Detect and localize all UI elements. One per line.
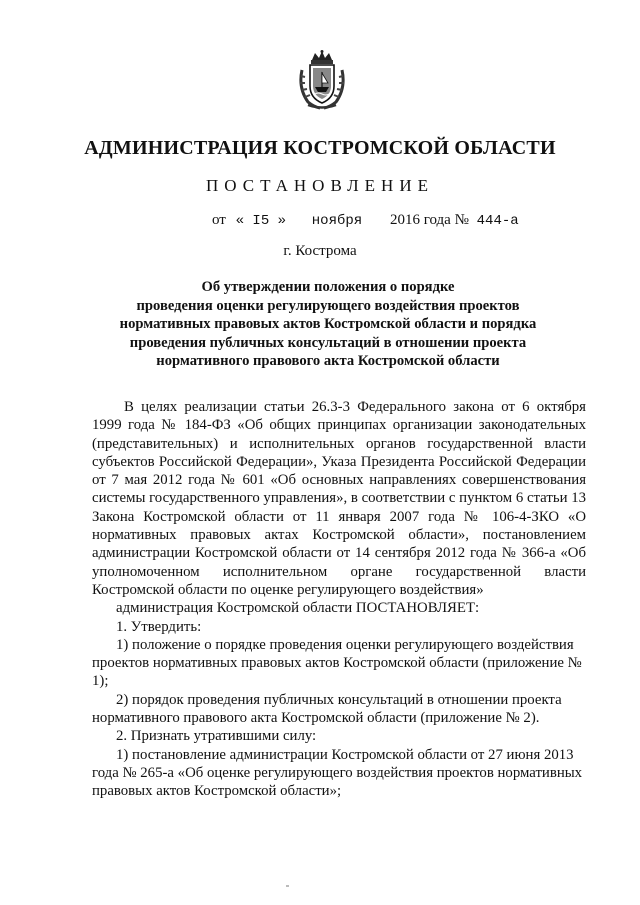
item-2-1: 1) постановление администрации Костромской области от 27 июня 2013 года № 265-а «Об оценке регулирующего воздействия проектов нормативных правовых актов Костромской области»; (92, 746, 583, 800)
item-2: 2. Признать утратившими силу: (116, 728, 317, 745)
date-prefix: от (212, 212, 226, 228)
organization-title: АДМИНИСТРАЦИЯ КОСТРОМСКОЙ ОБЛАСТИ (84, 137, 556, 159)
date-month: ноября (311, 213, 363, 229)
document-number: 444-а (476, 213, 519, 229)
document-subject (118, 278, 538, 371)
date-day: « I5 » (235, 213, 287, 229)
scan-speck (286, 885, 289, 887)
subject-line: Об утверждении положения о порядке (201, 279, 455, 295)
item-1-1: 1) положение о порядке проведения оценки регулирующего воздействия проектов нормативных правовых актов Костромской области (приложение № 1); (92, 636, 582, 690)
preamble-paragraph: В целях реализации статьи 26.3-3 Федерального закона от 6 октября 1999 года № 184-ФЗ «Об общих принципах организации законодательных (представительных) и исполнительных органов государственной власти субъектов Российской Федерации», Указа Президента Российской Федерации от 7 мая 2012 года № 601 «Об основных направлениях совершенствования системы государственного управления», в соответствии с пунктом 6 статьи 13 Закона Костромской области от 11 января 2007 года № 106-4-ЗКО «О нормативных правовых актах Костромской области», постановлением администрации Костромской области от 14 сентября 2012 года № 366-а «Об уполномоченном исполнительном органе государственной власти Костромской области по оценке регулирующего воздействия» (92, 399, 586, 598)
document-type: ПОСТАНОВЛЕНИЕ (205, 176, 434, 195)
resolves-paragraph: администрация Костромской области ПОСТАНОВЛЯЕТ: (116, 600, 480, 617)
coat-of-arms-icon (298, 50, 346, 110)
subject-line: проведения оценки регулирующего воздействия проектов (136, 297, 520, 314)
subject-line: проведения публичных консультаций в отношении проекта (129, 334, 527, 351)
date-year: 2016 года № (389, 212, 469, 228)
document-body (92, 398, 586, 801)
document-dateline (212, 212, 519, 229)
document-city: г. Кострома (283, 243, 357, 259)
subject-line: нормативных правовых актов Костромской области и порядка (119, 316, 537, 332)
item-1-2: 2) порядок проведения публичных консультаций в отношении проекта нормативного правового акта Костромской области (приложение № 2). (92, 691, 562, 727)
item-1: 1. Утвердить: (116, 618, 202, 635)
subject-line: нормативного правового акта Костромской области (156, 353, 500, 369)
